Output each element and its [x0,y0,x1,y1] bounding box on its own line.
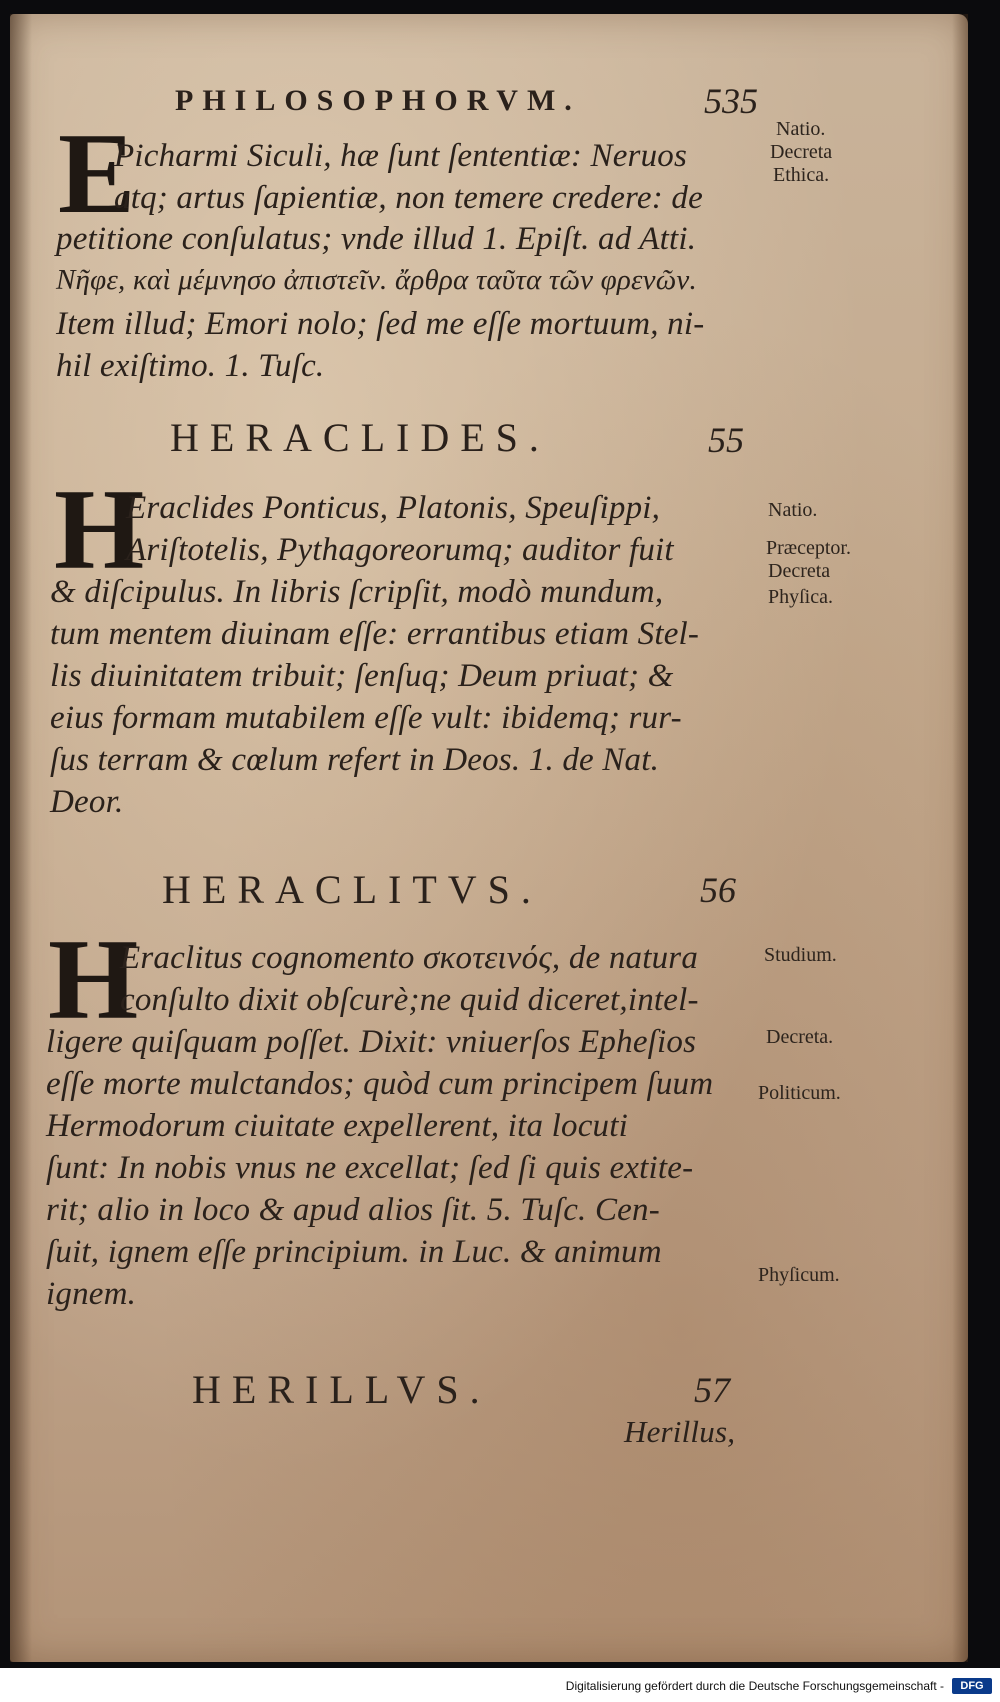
section-title: HERACLIDES. [170,415,550,460]
text-line: atq; artus ſapientiæ, non temere credere: de [114,180,703,216]
margin-note: Præceptor. [766,537,851,559]
section-title: HERACLITVS. [162,867,542,912]
book-page [10,14,968,1662]
section-number: 56 [700,870,736,910]
text-line: Hermodorum ciuitate expellerent, ita locuti [46,1108,628,1144]
margin-note: Decreta. [766,1026,834,1048]
section-title: HERILLVS. [192,1367,491,1412]
greek-text-line: Νῆφε, καὶ μέμνησο ἀπιστεῖν. ἄρθρα ταῦτα τῶν φρενῶν. [56,264,697,296]
margin-note: Studium. [764,944,837,966]
text-line: & diſcipulus. In libris ſcripſit, modò mundum, [50,574,664,610]
text-line: ſus terram & cœlum refert in Deos. 1. de Nat. [50,742,660,778]
dropcap-h: H [48,916,139,1044]
text-line: Ariſtotelis, Pythagoreorumq; auditor fuit [126,532,674,568]
text-line: eſſe morte mulctandos; quòd cum principem ſuum [46,1066,714,1102]
margin-note: Decreta [770,141,833,163]
text-line: ſuit, ignem eſſe principium. in Luc. & animum [46,1234,662,1270]
margin-note: Ethica. [773,164,830,186]
text-line: Eraclides Ponticus, Platonis, Speuſippi, [126,490,661,526]
section-number: 55 [708,420,744,460]
text-line: Eraclitus cognomento σκοτεινός, de natura [120,940,699,976]
text-line: ligere quiſquam poſſet. Dixit: vniuerſos Epheſios [46,1024,697,1060]
running-head-page-number: 535 [704,81,758,121]
margin-note: Phyſica. [768,586,833,608]
spine-shadow [10,14,32,1662]
text-line: ſunt: In nobis vnus ne excellat; ſed ſi quis extite- [46,1150,694,1186]
text-line: eius formam mutabilem eſſe vult: ibidemq; rur- [50,700,682,736]
running-head-title: PHILOSOPHORVM. [175,84,581,117]
text-line: Item illud; Emori nolo; ſed me eſſe mortuum, ni- [56,306,705,342]
text-line: lis diuinitatem tribuit; ſenſuq; Deum priuat; & [50,658,674,694]
margin-note: Natio. [768,499,818,521]
text-line: Deor. [50,784,124,820]
margin-note: Politicum. [758,1082,841,1104]
text-line: petitione conſulatus; vnde illud 1. Epiſt. ad Atti. [56,221,697,257]
page-edge-shadow [952,14,968,1662]
text-line: rit; alio in loco & apud alios ſit. 5. Tuſc. Cen- [46,1192,660,1228]
text-line: hil exiſtimo. 1. Tuſc. [56,348,325,384]
text-line: conſulto dixit obſcurè;ne quid diceret,intel- [120,982,699,1018]
margin-note: Natio. [776,118,826,140]
text-line: ignem. [46,1276,137,1312]
section-number: 57 [694,1370,730,1410]
text-line: Picharmi Siculi, hæ ſunt ſententiæ: Neruos [114,138,688,174]
margin-note: Decreta [768,560,831,582]
catchword: Herillus, [624,1414,736,1449]
footer-credit: Digitalisierung gefördert durch die Deutsche Forschungsgemeinschaft - [565,1679,944,1693]
dfg-logo: DFG [952,1678,992,1694]
dropcap-h: H [54,466,145,594]
dropcap-e: E [58,110,136,238]
text-line: tum mentem diuinam eſſe: errantibus etiam Stel- [50,616,700,652]
margin-note: Phyſicum. [758,1264,840,1286]
